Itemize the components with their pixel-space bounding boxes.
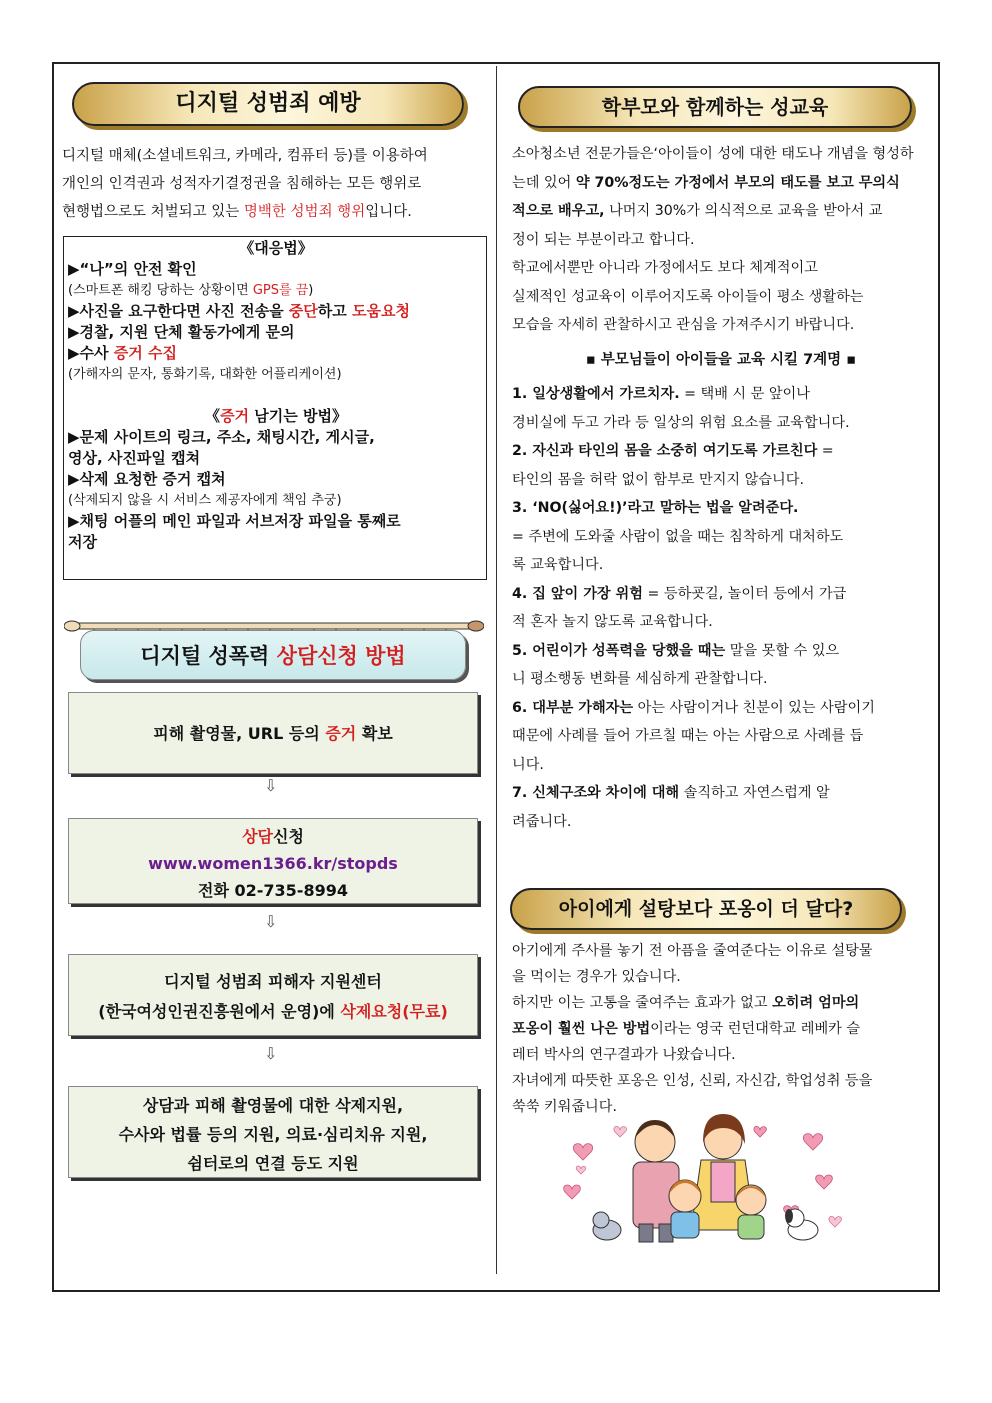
evidence-item-3: ▶채팅 어플의 메인 파일과 서브저장 파일을 통째로 (68, 512, 401, 530)
rule-text: 아는 사람이거나 친분이 있는 사람이기 (633, 699, 875, 716)
evidence-item-2-sub: (삭제되지 않을 시 서비스 제공자에게 책임 추궁) (68, 493, 342, 508)
step-text: 확보 (356, 724, 393, 743)
response-heading: 《대응법》 (239, 239, 313, 257)
evidence-item-3-cont: 저장 (68, 533, 97, 551)
rule-7 (512, 779, 930, 808)
rule-4 (512, 580, 930, 609)
para-line: 을 먹이는 경우가 있습니다. (512, 969, 681, 985)
rule-3-cont: = 주변에 도와줄 사람이 없을 때는 침착하게 대처하도 (512, 528, 844, 545)
para-bold: 적으로 배우고, (512, 203, 605, 219)
intro-highlight: 명백한 성범죄 행위 (243, 204, 366, 220)
intro-line-1: 디지털 매체(소셜네트워크, 카메라, 컴퓨터 등)를 이용하여 (62, 148, 428, 164)
heading-highlight: 증거 (220, 407, 250, 425)
section-title-hug-sweeter (510, 888, 902, 930)
para-text: 나머지 30%가 의식적으로 교육을 받아서 교 (604, 203, 883, 219)
step4-line-3: 쉼터로의 연결 등도 지원 (187, 1154, 359, 1173)
para-line: 학교에서뿐만 아니라 가정에서도 보다 체계적이고 (512, 260, 818, 276)
item-text: 하고 (317, 302, 352, 320)
rule-1 (512, 380, 930, 409)
step-highlight: 상담 (242, 827, 273, 846)
response-item-4 (68, 343, 484, 364)
sex-education-content (512, 140, 930, 836)
intro-line-2: 개인의 인격권과 성적자기결정권을 침해하는 모든 행위로 (62, 176, 422, 192)
rule-bold: 5. 어린이가 성폭력을 당했을 때는 (512, 642, 726, 659)
flow-step-4 (68, 1086, 478, 1178)
sub-highlight: GPS를 끔 (252, 283, 309, 298)
sub-text: (스마트폰 해킹 당하는 상황이면 (68, 283, 253, 298)
para-line: 모습을 자세히 관찰하시고 관심을 가져주시기 바랍니다. (512, 317, 855, 333)
step4-line-1: 상담과 피해 촬영물에 대한 삭제지원, (142, 1096, 404, 1115)
rule-text: = 택배 시 문 앞이나 (679, 386, 810, 402)
item-text: ▶사진을 요구한다면 사진 전송을 (68, 302, 289, 320)
sub-text-end: ) (308, 283, 314, 298)
para-line: 정이 되는 부분이라고 합니다. (512, 231, 695, 248)
flow-arrow-2: ⇩ (264, 912, 278, 931)
intro-paragraph (62, 142, 488, 226)
step4-line-2: 수사와 법률 등의 지원, 의료·심리치유 지원, (118, 1125, 428, 1144)
heading-text: 남기는 방법》 (249, 407, 347, 425)
section-title-counseling-method (80, 630, 466, 680)
para-line (512, 197, 930, 226)
para-bold: 포옹이 훨씬 나은 방법 (512, 1021, 651, 1037)
section-title-text: 아이에게 설탕보다 포옹이 더 달다? (558, 898, 854, 920)
section-title-sex-education (518, 86, 912, 128)
rule-text: 솔직하고 자연스럽게 알 (679, 785, 830, 801)
rule-7-cont: 려줍니다. (512, 813, 572, 830)
para-line (512, 169, 930, 198)
rule-text: = (817, 443, 834, 459)
para-line (512, 1016, 930, 1042)
step-text: (한국여성인권진흥원에서 운영)에 (98, 1002, 341, 1021)
flow-arrow-3: ⇩ (264, 1044, 278, 1063)
rule-bold: 6. 대부분 가해자는 (512, 699, 634, 716)
para-text: 하지만 이는 고통을 줄여주는 효과가 없고 (512, 995, 773, 1011)
para-text: 이라는 영국 런던대학교 레베카 슬 (650, 1021, 861, 1037)
rule-1-cont: 경비실에 두고 가라 등 일상의 위험 요소를 교육합니다. (512, 414, 850, 431)
response-method-content (68, 238, 484, 553)
hug-content (512, 938, 930, 1120)
response-item-3: ▶경찰, 지원 단체 활동가에게 문의 (68, 323, 295, 341)
title-text: 디지털 성폭력 (140, 644, 277, 668)
response-item-2 (68, 301, 484, 322)
rule-text: = 등하굣길, 놀이터 등에서 가급 (642, 585, 847, 602)
rule-3-cont-2: 록 교육합니다. (512, 557, 604, 573)
item-highlight: 도움요청 (351, 302, 410, 320)
step3-line-2 (69, 997, 477, 1027)
flow-step-1 (68, 692, 478, 774)
flow-step-3 (68, 954, 478, 1036)
heading-bracket: 《 (205, 407, 221, 425)
rule-6-cont: 때문에 사례를 들어 가르칠 때는 아는 사람으로 사례를 듭 (512, 728, 864, 744)
section-title-digital-sex-crime-prevention (72, 82, 464, 126)
item-text: ▶수사 (68, 344, 114, 362)
rule-2-cont: 타인의 몸을 허락 없이 함부로 만지지 않습니다. (512, 471, 804, 488)
response-item-4-sub: (가해자의 문자, 통화기록, 대화한 어플리케이션) (68, 367, 342, 382)
response-item-1-sub (68, 280, 484, 301)
section-title-text: 학부모와 함께하는 성교육 (601, 95, 829, 119)
rules-heading: ▪ 부모님들이 아이들을 교육 시킬 7계명 ▪ (585, 351, 857, 368)
rule-text: 말을 못할 수 있으 (725, 642, 840, 659)
step2-line-1 (69, 823, 477, 850)
title-highlight: 상담신청 방법 (276, 644, 406, 668)
column-divider (496, 66, 497, 1274)
rule-bold: 1. 일상생활에서 가르치자. (512, 386, 680, 402)
rule-bold: 2. 자신과 타인의 몸을 소중히 여기도록 가르친다 (512, 443, 818, 459)
flow-arrow-1: ⇩ (264, 776, 278, 795)
step-highlight: 삭제요청(무료) (340, 1002, 448, 1021)
para-text: 는데 있어 (512, 174, 576, 191)
para-line (512, 990, 930, 1016)
rule-bold: 4. 집 앞이 가장 위험 (512, 585, 643, 602)
evidence-heading (68, 406, 484, 427)
evidence-item-1: ▶문제 사이트의 링크, 주소, 채팅시간, 게시글, (68, 428, 375, 446)
step-text: 피해 촬영물, URL 등의 (153, 724, 326, 743)
para-line: 자녀에게 따뜻한 포옹은 인성, 신뢰, 자신감, 학업성취 등을 (512, 1073, 873, 1089)
para-bold: 약 70%정도는 가정에서 부모의 태도를 보고 무의식 (575, 174, 900, 191)
intro-text: 현행법으로도 처벌되고 있는 (62, 204, 244, 220)
rule-6 (512, 694, 930, 723)
counseling-url[interactable]: www.women1366.kr/stopds (148, 854, 398, 873)
rule-3: 3. ‘NO(싫어요!)’라고 말하는 법을 알려준다. (512, 500, 799, 516)
para-line: 실제적인 성교육이 이루어지도록 아이들이 평소 생활하는 (512, 288, 864, 305)
rule-2 (512, 437, 930, 466)
para-line: 아기에게 주사를 놓기 전 아픔을 줄여준다는 이유로 설탕물 (512, 943, 873, 959)
counseling-phone: 전화 02-735-8994 (198, 881, 348, 900)
rule-bold: 7. 신체구조와 차이에 대해 (512, 785, 680, 801)
para-line: 소아청소년 전문가들은‘아이들이 성에 대한 태도나 개념을 형성하 (512, 146, 914, 162)
para-bold: 오히려 엄마의 (772, 995, 860, 1011)
response-item-1: ▶“나”의 안전 확인 (68, 260, 197, 278)
evidence-item-2: ▶삭제 요청한 증거 캡쳐 (68, 470, 226, 488)
evidence-item-1-cont: 영상, 사진파일 캡쳐 (68, 449, 201, 467)
family-hug-illustration (555, 1112, 845, 1244)
flow-step-2 (68, 818, 478, 904)
rule-4-cont: 적 혼자 놀지 않도록 교육합니다. (512, 614, 713, 630)
rule-6-cont-2: 니다. (512, 756, 544, 773)
section-title-text: 디지털 성범죄 예방 (175, 91, 361, 116)
intro-line-3 (62, 198, 488, 226)
step-highlight: 증거 (325, 724, 357, 743)
para-line: 쑥쑥 키워줍니다. (512, 1099, 617, 1115)
intro-text-end: 입니다. (365, 204, 412, 220)
rule-5-cont: 니 평소행동 변화를 세심하게 관찰합니다. (512, 671, 768, 687)
para-line: 레터 박사의 연구결과가 나왔습니다. (512, 1047, 736, 1063)
rule-5 (512, 637, 930, 666)
item-highlight: 중단 (288, 302, 318, 320)
item-highlight: 증거 수집 (113, 344, 177, 362)
step-text: 신청 (273, 827, 304, 846)
step3-line-1: 디지털 성범죄 피해자 지원센터 (164, 972, 382, 991)
